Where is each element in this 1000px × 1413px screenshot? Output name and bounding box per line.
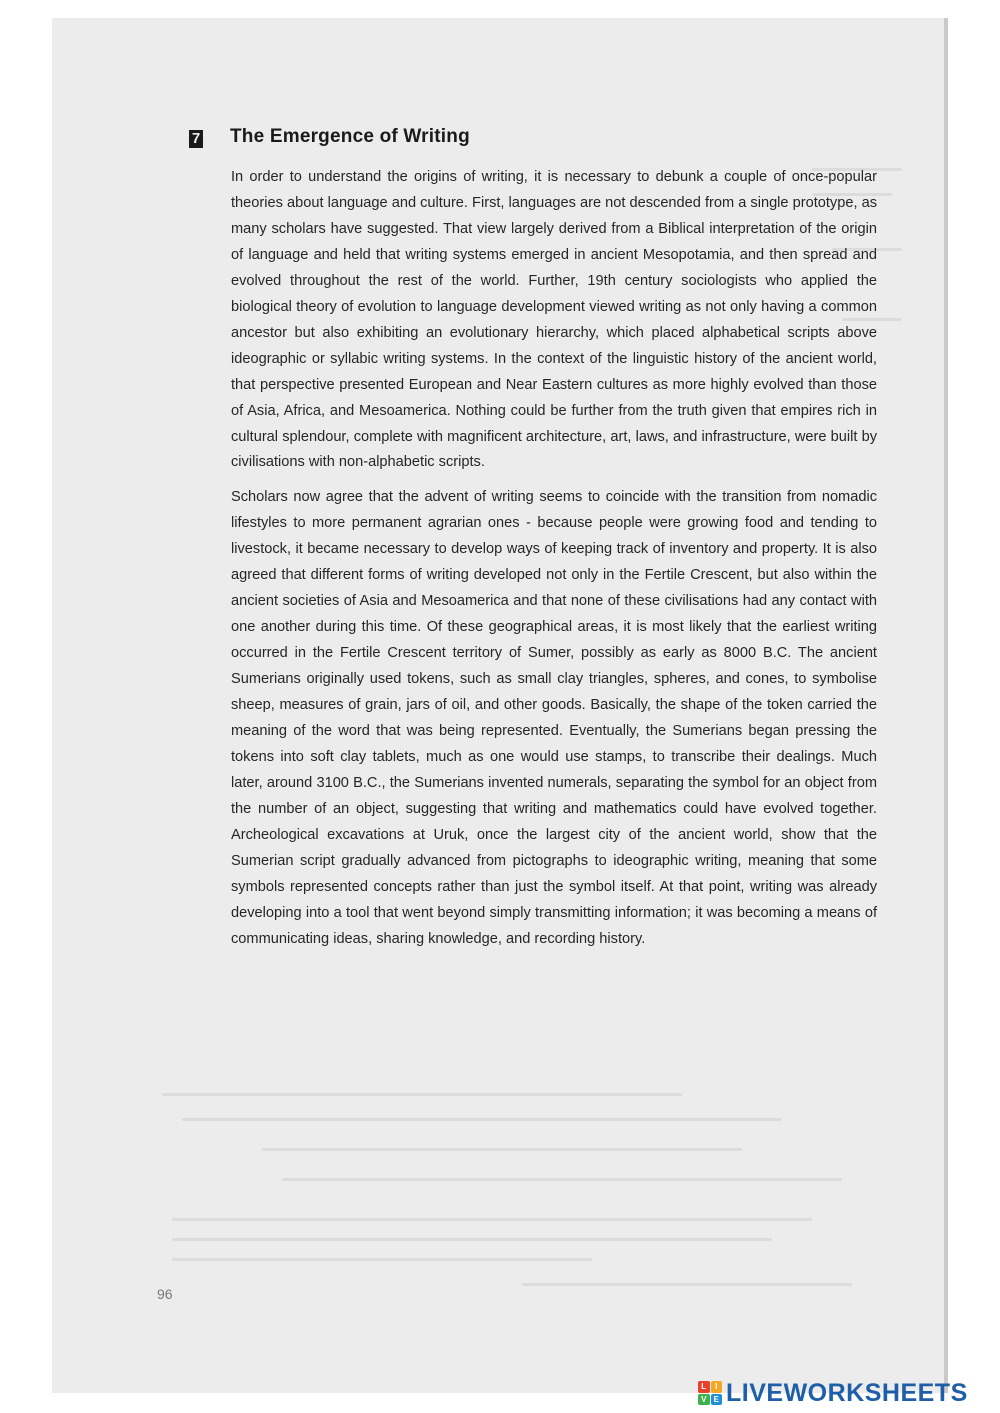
page-title: The Emergence of Writing bbox=[230, 126, 470, 147]
page-number: 96 bbox=[157, 1286, 173, 1302]
scanned-page bbox=[52, 18, 948, 1393]
bleed-through-line bbox=[162, 1093, 682, 1096]
brand-name: LIVEWORKSHEETS bbox=[726, 1378, 968, 1407]
logo-letter: E bbox=[711, 1394, 723, 1406]
paragraph-2: Scholars now agree that the advent of writing seems to coincide with the transition from nomadic lifestyles to more permanent agrarian ones - because people were growing food and tending to livestock, it became necessary to develop ways of keeping track of inventory and property. It is also agreed that different forms of writing developed not only in the Fertile Crescent, but also within the ancient societies of Asia and Mesoamerica and that none of these civilisations had any contact with one another during this time. Of these geographical areas, it is most likely that the earliest writing occurred in the Fertile Crescent territory of Sumer, possibly as early as 8000 B.C. The ancient Sumerians originally used tokens, such as small clay triangles, spheres, and cones, to symbolise sheep, measures of grain, jars of oil, and other goods. Basically, the shape of the token carried the meaning of the word that was being represented. Eventually, the Sumerians began pressing the tokens into soft clay tablets, much as one would use stamps, to transcribe their dealings. Much later, around 3100 B.C., the Sumerians invented numerals, separating the symbol for an object from the number of an object, suggesting that writing and mathematics could have evolved together. Archeological excavations at Uruk, once the largest city of the ancient world, show that the Sumerian script gradually advanced from pictographs to ideographic writing, meaning that some symbols represented concepts rather than just the symbol itself. At that point, writing was already developing into a tool that went beyond simply transmitting information; it was becoming a means of communicating ideas, sharing knowledge, and recording history. bbox=[231, 489, 877, 947]
bleed-through-line bbox=[172, 1218, 812, 1221]
bleed-through-line bbox=[172, 1238, 772, 1241]
logo-letter: I bbox=[711, 1381, 723, 1393]
bleed-through-line bbox=[182, 1118, 782, 1121]
bleed-through-line bbox=[282, 1178, 842, 1181]
article-body bbox=[231, 165, 877, 953]
paragraph-1: In order to understand the origins of writing, it is necessary to debunk a couple of once-popular theories about language and culture. First, languages are not descended from a single prototype, as many scholars have suggested. That view largely derived from a Biblical interpretation of the origin of language and held that writing systems emerged in ancient Mesopotamia, and then spread and evolved throughout the rest of the world. Further, 19th century sociologists who applied the biological theory of evolution to language development viewed writing as not only having a common ancestor but also exhibiting an evolutionary hierarchy, which placed alphabetical scripts above ideographic or syllabic writing systems. In the context of the linguistic history of the ancient world, that perspective presented European and Near Eastern cultures as more highly evolved than those of Asia, Africa, and Mesoamerica. Nothing could be further from the truth given that empires rich in cultural splendour, complete with magnificent architecture, art, laws, and infrastructure, were built by civilisations with non-alphabetic scripts. bbox=[231, 169, 877, 471]
bleed-through-line bbox=[522, 1283, 852, 1286]
section-number-badge: 7 bbox=[189, 130, 203, 148]
liveworksheets-watermark bbox=[698, 1378, 968, 1408]
liveworksheets-logo-icon bbox=[698, 1381, 722, 1405]
bleed-through-line bbox=[262, 1148, 742, 1151]
logo-letter: V bbox=[698, 1394, 710, 1406]
bleed-through-line bbox=[172, 1258, 592, 1261]
logo-letter: L bbox=[698, 1381, 710, 1393]
